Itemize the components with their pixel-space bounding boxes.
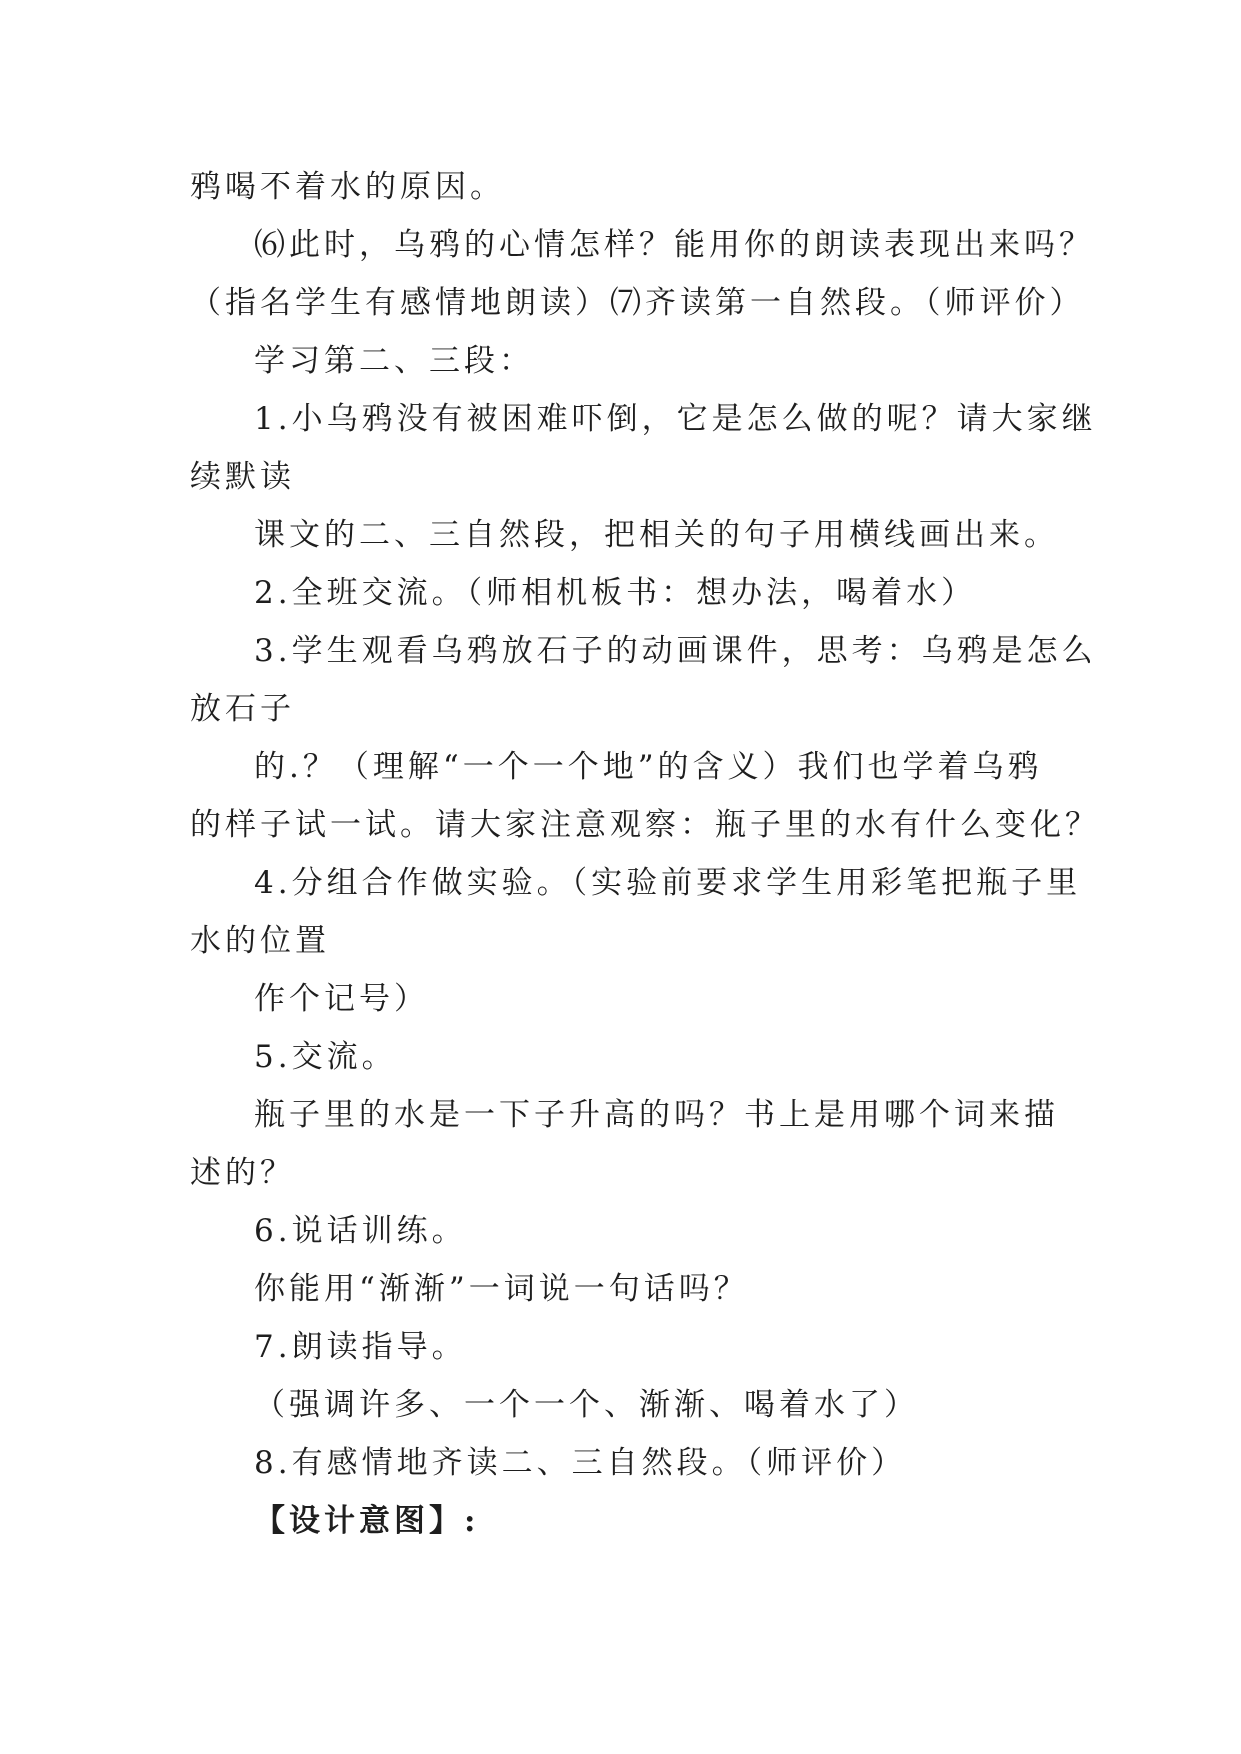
text-line: （指名学生有感情地朗读）⑺齐读第一自然段。（师评价） bbox=[190, 285, 1085, 321]
text-line: 2.全班交流。（师相机板书：想办法，喝着水） bbox=[254, 575, 977, 611]
text-line: 4.分组合作做实验。（实验前要求学生用彩笔把瓶子里 bbox=[254, 865, 1082, 901]
text-line: 的样子试一试。请大家注意观察：瓶子里的水有什么变化？ bbox=[190, 807, 1100, 843]
text-line: 6.说话训练。 bbox=[254, 1213, 467, 1249]
text-line: 水的位置 bbox=[190, 923, 330, 959]
text-line: 8.有感情地齐读二、三自然段。（师评价） bbox=[254, 1445, 907, 1481]
text-line: 述的？ bbox=[190, 1155, 295, 1191]
section-heading: 学习第二、三段： bbox=[254, 343, 534, 379]
text-line: 的.？（理解“一个一个地”的含义）我们也学着乌鸦 bbox=[254, 749, 1043, 785]
text-body bbox=[190, 158, 1100, 1550]
text-line: 课文的二、三自然段，把相关的句子用横线画出来。 bbox=[254, 517, 1059, 553]
text-line: 放石子 bbox=[190, 691, 295, 727]
text-line: ⑹此时，乌鸦的心情怎样？能用你的朗读表现出来吗？ bbox=[254, 227, 1094, 263]
text-line: 7.朗读指导。 bbox=[254, 1329, 467, 1365]
text-line: 鸦喝不着水的原因。 bbox=[190, 169, 505, 205]
design-intent-heading: 【设计意图】: bbox=[254, 1503, 480, 1539]
text-line: 续默读 bbox=[190, 459, 295, 495]
text-line: 1.小乌鸦没有被困难吓倒，它是怎么做的呢？请大家继 bbox=[254, 401, 1097, 437]
text-line: 5.交流。 bbox=[254, 1039, 397, 1075]
text-line: 作个记号） bbox=[254, 981, 429, 1017]
text-line: 3.学生观看乌鸦放石子的动画课件，思考：乌鸦是怎么 bbox=[254, 633, 1097, 669]
text-line: （强调许多、一个一个、渐渐、喝着水了） bbox=[254, 1387, 919, 1423]
text-line: 你能用“渐渐”一词说一句话吗？ bbox=[254, 1271, 749, 1307]
text-line: 瓶子里的水是一下子升高的吗？书上是用哪个词来描 bbox=[254, 1097, 1059, 1133]
